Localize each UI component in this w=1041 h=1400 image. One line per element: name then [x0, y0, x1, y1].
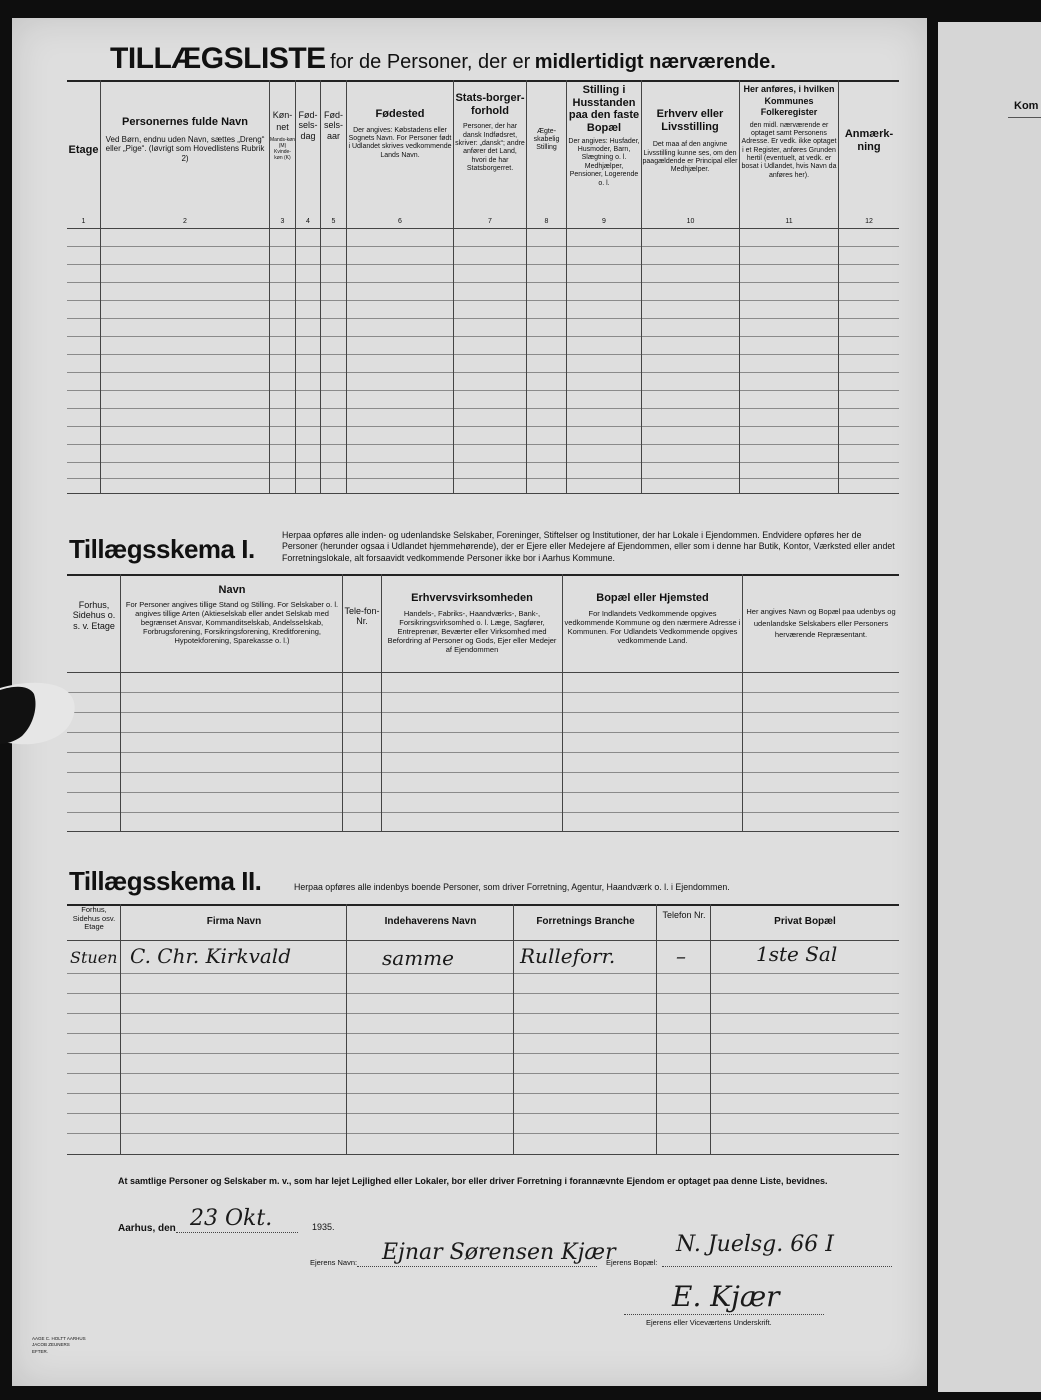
- skema2-title: Tillægsskema II.: [69, 866, 262, 896]
- col-gender-header: Køn-net Mands-køn (M) Kvinde-køn (K): [270, 110, 296, 161]
- col-register-header: Her anføres, i hvilken Kommunes Folkeregister den midl. nærværende er optaget samt Personens Adresse. Er vedk. ikke optaget i et Register, anføres Grunden hertil (eventuelt, at vedk. er bosat i Udlandet, hvis Navn da anføres her).: [741, 84, 837, 179]
- adjacent-page-label: Kom: [1014, 100, 1039, 112]
- s2-col-firm-header: Firma Navn: [206, 916, 262, 927]
- form-page: [12, 18, 927, 1386]
- s2-col-etage-header: Forhus, Sidehus osv. Etage: [72, 905, 116, 932]
- s2-row-owner: samme: [382, 946, 454, 970]
- col-occupation-header: Erhverv eller Livsstilling Det maa af den angivne Livsstilling kunne ses, om den paagældende er Principal eller Medhjælper.: [642, 108, 738, 174]
- title-end: midlertidigt nærværende.: [534, 51, 776, 73]
- title-main: TILLÆGSLISTE: [110, 42, 326, 75]
- col-number: 5: [331, 218, 336, 225]
- s2-row-address: 1ste Sal: [756, 942, 838, 966]
- col-number: 2: [183, 218, 187, 225]
- s1-col-business-header: Erhvervsvirksomheden Handels-, Fabriks-, Haandværks-, Bank-, Forsikringsvirksomhed o. l. Læge, Sagfører, Entreprenør, Beværter eller Virksomhed med Befordring af Personer og Gods, Ejer eller Medejer af Ejendommen: [387, 592, 557, 654]
- col-number: 11: [785, 218, 793, 225]
- owner-name-handwritten: Ejnar Sørensen Kjær: [382, 1240, 616, 1265]
- col-remark-header: Anmærk-ning: [844, 128, 894, 153]
- s2-row-phone: –: [676, 944, 686, 968]
- adjacent-page: [938, 22, 1041, 1392]
- col-birthplace-header: Fødested Der angives: Købstadens eller Sognets Navn. For Personer født i Udlandet skrives vedkommende Lands Navn.: [348, 108, 452, 159]
- s2-row-etage: Stuen: [70, 948, 118, 967]
- s2-col-branch-header: Forretnings Branche: [536, 916, 635, 927]
- col-number: 7: [488, 218, 492, 225]
- col-number: 4: [306, 218, 310, 225]
- col-number: 6: [398, 218, 402, 225]
- col-birthday-header: Fød-sels-dag: [298, 110, 318, 141]
- place-label: Aarhus, den: [118, 1223, 176, 1234]
- thumb-image: [0, 680, 78, 750]
- col-number: 8: [544, 218, 549, 225]
- skema2-description: Herpaa opføres alle indenbys boende Personer, som driver Forretning, Agentur, Haandværk o. l. i Ejendommen.: [294, 882, 730, 892]
- skema1-title: Tillægsskema I.: [69, 534, 255, 564]
- s2-col-owner-header: Indehaverens Navn: [384, 916, 477, 927]
- col-number: 12: [865, 218, 873, 225]
- owner-address-label: Ejerens Bopæl:: [606, 1258, 658, 1267]
- col-number: 1: [81, 218, 86, 225]
- col-number: 9: [602, 218, 606, 225]
- s1-col-name-header: Navn For Personer angives tillige Stand og Stilling. For Selskaber o. l. angives tillige Arten (Aktieselskab eller andet Selskab med begrænset Ansvar, Kommanditselskab, Andelsselskab, Forbrugsforening, Forsikringsforening, Kreditforening, Hypotekforening, Sparekasse o. l.): [125, 584, 339, 645]
- col-etage-header: Etage: [68, 144, 99, 156]
- col-number: 3: [280, 218, 285, 225]
- signature-label: Ejerens eller Viceværtens Underskrift.: [646, 1318, 772, 1327]
- s2-row-firm: C. Chr. Kirkvald: [130, 944, 292, 968]
- skema1-description: Herpaa opføres alle inden- og udenlandske Selskaber, Foreninger, Stiftelser og Institutioner, der har Lokale i Ejendommen. Endvidere opføres her de Personer (herunder ogsaa i Udlandet hjemmehørende), der er Ejere eller Medejere af Ejendommen, eller som i denne har Butik, Kontor, Værksted eller andet Forretningslokale, alt forsaavidt vedkommende Personer ikke bor i Aarhus Kommune.: [282, 530, 895, 563]
- owner-name-label: Ejerens Navn:: [310, 1258, 358, 1267]
- col-marital-header: Ægte-skabelig Stilling: [533, 128, 560, 152]
- col-citizenship-header: Stats-borger-forhold Personer, der har dansk Indfødsret, skriver: „dansk“; andre anfører det Land, hvori de har Statsborgerret.: [455, 92, 525, 173]
- attestation-text: At samtlige Personer og Selskaber m. v., som har lejet Lejlighed eller Lokaler, bor eller driver Forretning i forannævnte Ejendom er optaget paa denne Liste, bevidnes.: [118, 1176, 828, 1186]
- title-middle: for de Personer, der er: [330, 51, 531, 73]
- s1-col-residence-header: Bopæl eller Hjemsted For Indlandets Vedkommende opgives vedkommende Kommune og den nærmere Adresse i Kommunen. For Udlandets Vedkommende opgives vedkommende Land.: [564, 592, 741, 645]
- signature: E. Kjær: [672, 1280, 780, 1313]
- s2-col-address-header: Privat Bopæl: [774, 916, 836, 927]
- col-name-header: Personernes fulde Navn Ved Børn, endnu uden Navn, sættes „Dreng“ eller „Pige“. (Iøvrigt som Hovedlistens Rubrik 2): [105, 116, 265, 163]
- s1-col-representative-header: Her angives Navn og Bopæl paa udenbys og udenlandske Selskabers eller Personers herværende Repræsentant.: [746, 607, 896, 639]
- owner-address-handwritten: N. Juelsg. 66 I: [676, 1232, 834, 1257]
- s2-row-branch: Rulleforr.: [520, 944, 616, 968]
- s1-col-phone-header: Tele-fon-Nr.: [344, 606, 380, 627]
- printer-mark: AAGE C. HOLTT AARHUS JACOB ZEUNERS EFTER.: [32, 1336, 86, 1354]
- col-number: 10: [686, 218, 695, 225]
- page-title: [110, 42, 776, 76]
- s2-col-phone-header: Telefon Nr.: [662, 910, 706, 920]
- col-birthyear-header: Fød-sels-aar: [323, 110, 343, 141]
- year-label: 1935.: [312, 1222, 335, 1232]
- date-handwritten: 23 Okt.: [190, 1206, 273, 1231]
- col-household-header: Stilling i Husstanden paa den faste Bopæl Der angives: Husfader, Husmoder, Barn, Slægtning o. l. Medhjælper, Pensioner, Logerende o. l.: [568, 84, 640, 187]
- s1-col-etage-header: Forhus, Sidehus o. s. v. Etage: [72, 600, 116, 631]
